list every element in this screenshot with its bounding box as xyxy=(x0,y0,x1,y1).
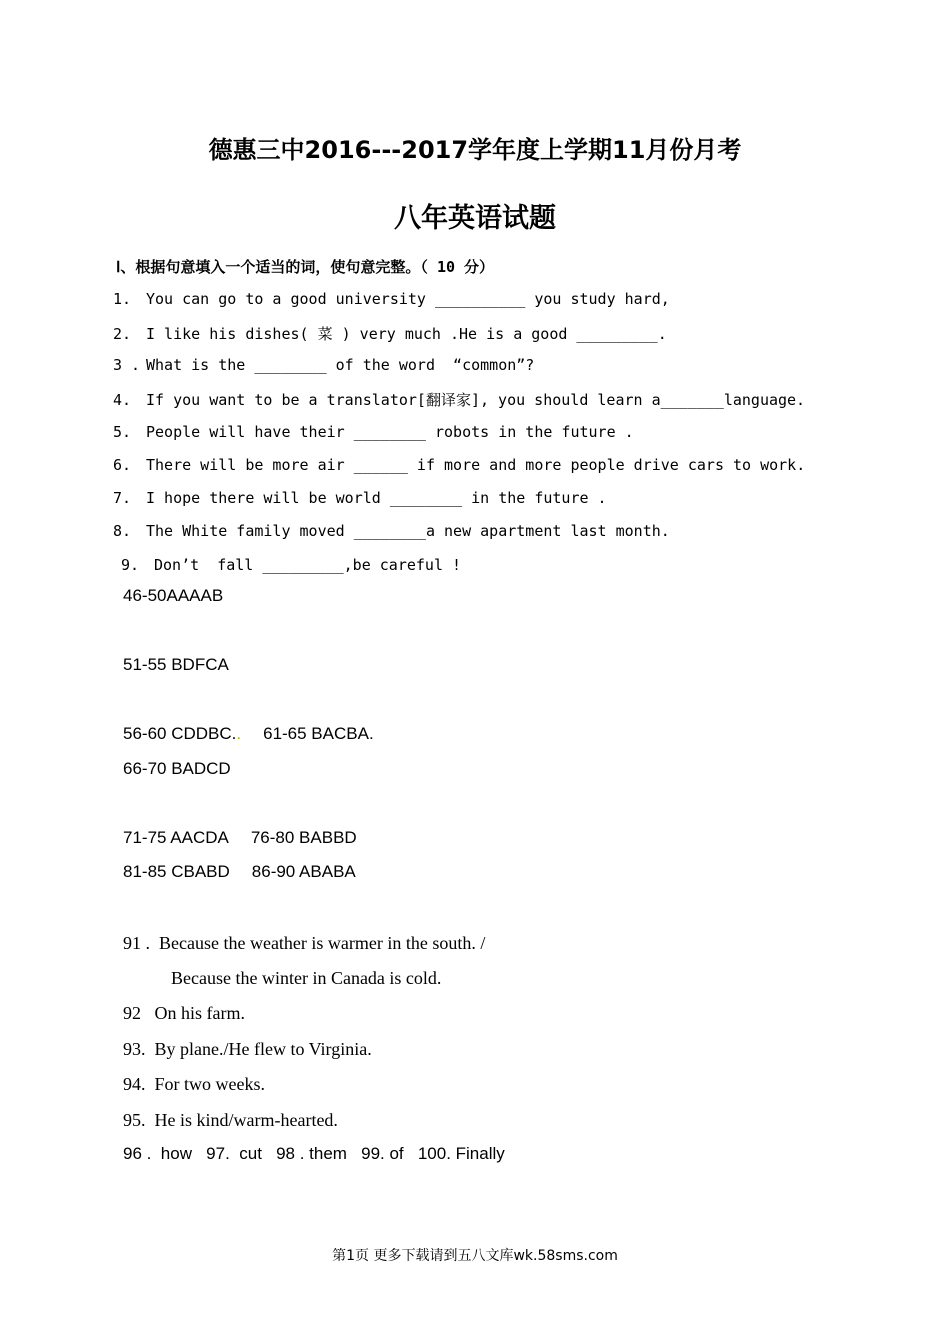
question-5: 5. People will have their ________ robots in the future . xyxy=(113,423,634,441)
question-9: 9. Don’t fall _________,be careful ! xyxy=(121,556,462,574)
answer-91-line2: Because the winter in Canada is cold. xyxy=(171,968,442,988)
highlight-dot: . xyxy=(236,724,242,743)
answer-93: 93. By plane./He flew to Virginia. xyxy=(123,1039,372,1059)
question-2: 2. I like his dishes( 菜 ) very much .He is a good _________. xyxy=(113,325,667,343)
answer-95: 95. He is kind/warm-hearted. xyxy=(123,1110,338,1130)
section-heading: Ⅰ、根据句意填入一个适当的词，使句意完整。（ 10 分） xyxy=(116,258,495,276)
answer-81-90: 81-85 CBABD 86-90 ABABA xyxy=(123,862,356,881)
answer-71-80: 71-75 AACDA 76-80 BABBD xyxy=(123,828,357,847)
page-footer: 第1页 更多下载请到五八文库wk.58sms.com xyxy=(332,1248,618,1264)
question-1: 1. You can go to a good university __________ you study hard, xyxy=(113,290,670,308)
question-7: 7. I hope there will be world ________ in the future . xyxy=(113,489,607,507)
exam-subtitle: 八年英语试题 xyxy=(394,203,556,234)
exam-title: 德惠三中2016---2017学年度上学期11月份月考 xyxy=(208,136,742,164)
answer-92: 92 On his farm. xyxy=(123,1003,245,1023)
answer-94: 94. For two weeks. xyxy=(123,1074,265,1094)
answer-51-55: 51-55 BDFCA xyxy=(123,655,229,674)
question-4: 4. If you want to be a translator[翻译家], you should learn a_______language. xyxy=(113,391,806,409)
question-3: 3 . What is the ________ of the word “common”? xyxy=(113,356,535,374)
answer-96-100: 96 . how 97. cut 98 . them 99. of 100. Finally xyxy=(123,1144,505,1163)
question-6: 6. There will be more air ______ if more and more people drive cars to work. xyxy=(113,456,806,474)
answer-66-70: 66-70 BADCD xyxy=(123,759,231,778)
question-8: 8. The White family moved ________a new apartment last month. xyxy=(113,522,670,540)
answer-91-line1: 91 . Because the weather is warmer in the south. / xyxy=(123,933,486,953)
answer-56-65: 56-60 CDDBC.. 61-65 BACBA. xyxy=(123,724,374,743)
answer-46-50: 46-50AAAAB xyxy=(123,586,224,605)
